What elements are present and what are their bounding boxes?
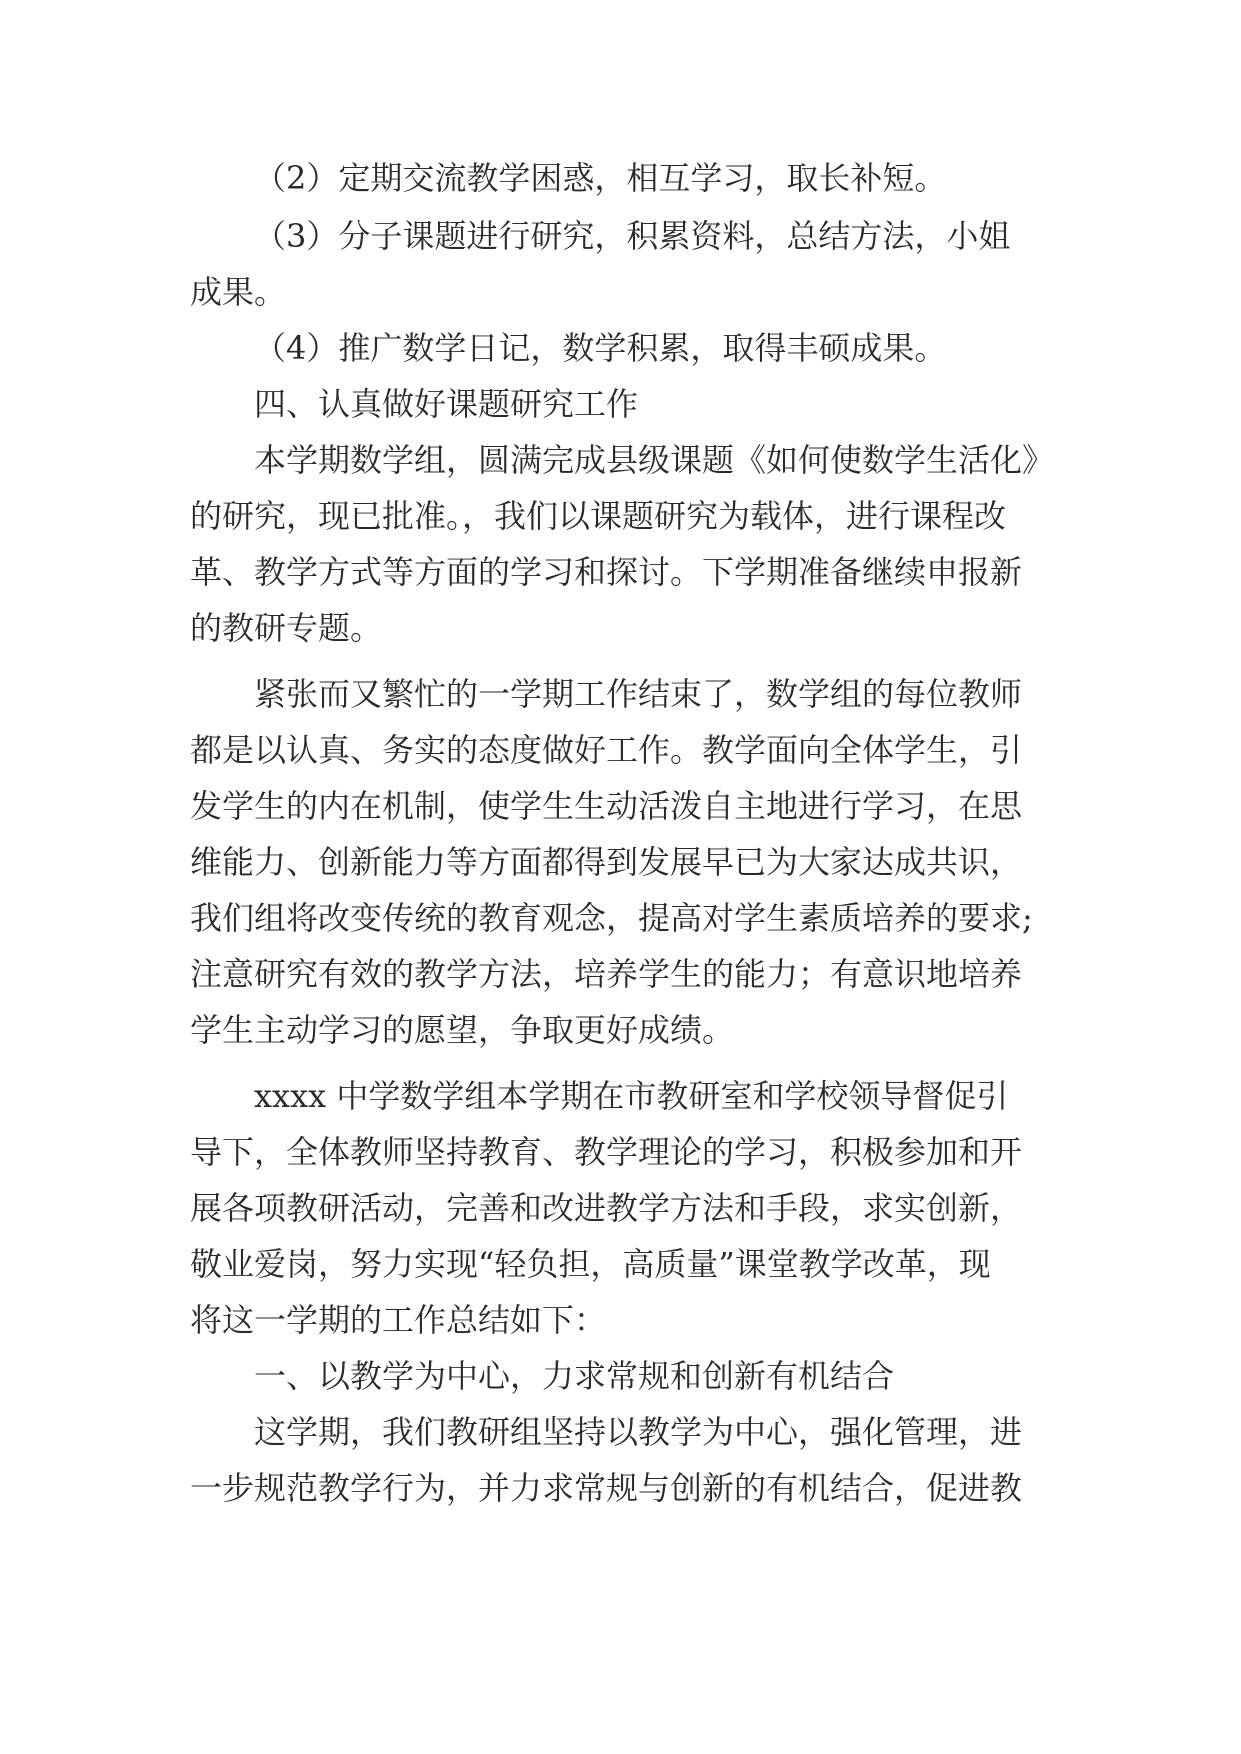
text-line: 的研究，现已批准。，我们以课题研究为载体，进行课程改 — [190, 497, 1007, 535]
text-line: 学生主动学习的愿望，争取更好成绩。 — [190, 1011, 735, 1049]
text-line: 维能力、创新能力等方面都得到发展早已为大家达成共识， — [190, 843, 1023, 881]
text-line: 都是以认真、务实的态度做好工作。教学面向全体学生，引 — [190, 731, 1023, 769]
text-line: 注意研究有效的教学方法，培养学生的能力；有意识地培养 — [190, 955, 1023, 993]
text-line: 这学期，我们教研组坚持以教学为中心，强化管理，进 — [254, 1413, 1023, 1451]
text-line: 一步规范教学行为，并力求常规与创新的有机结合，促进教 — [190, 1469, 1023, 1507]
text-line: 导下，全体教师坚持教育、教学理论的学习，积极参加和开 — [190, 1133, 1023, 1171]
text-line: （3）分子课题进行研究，积累资料，总结方法，小姐 — [254, 217, 1011, 255]
text-line: 发学生的内在机制，使学生生动活泼自主地进行学习，在思 — [190, 787, 1023, 825]
text-line: 成果。 — [190, 273, 287, 311]
section-heading: 四、认真做好课题研究工作 — [254, 385, 639, 423]
text-line: 敬业爱岗，努力实现“轻负担，高质量”课堂教学改革，现 — [190, 1245, 991, 1283]
text-line: 的教研专题。 — [190, 609, 383, 647]
text-line: xxxx 中学数学组本学期在市教研室和学校领导督促引 — [254, 1077, 1009, 1115]
text-line: 将这一学期的工作总结如下： — [190, 1301, 607, 1339]
text-line: 我们组将改变传统的教育观念，提高对学生素质培养的要求; — [190, 899, 1033, 937]
section-heading: 一、以教学为中心，力求常规和创新有机结合 — [254, 1357, 895, 1395]
text-line: （4）推广数学日记，数学积累，取得丰硕成果。 — [254, 329, 947, 367]
text-line: 展各项教研活动，完善和改进教学方法和手段，求实创新， — [190, 1189, 1023, 1227]
text-line: 紧张而又繁忙的一学期工作结束了，数学组的每位教师 — [254, 675, 1023, 713]
text-line: （2）定期交流教学困惑，相互学习，取长补短。 — [254, 159, 947, 197]
text-line: 本学期数学组，圆满完成县级课题《如何使数学生活化》 — [254, 441, 1055, 479]
text-line: 革、教学方式等方面的学习和探讨。下学期准备继续申报新 — [190, 553, 1023, 591]
